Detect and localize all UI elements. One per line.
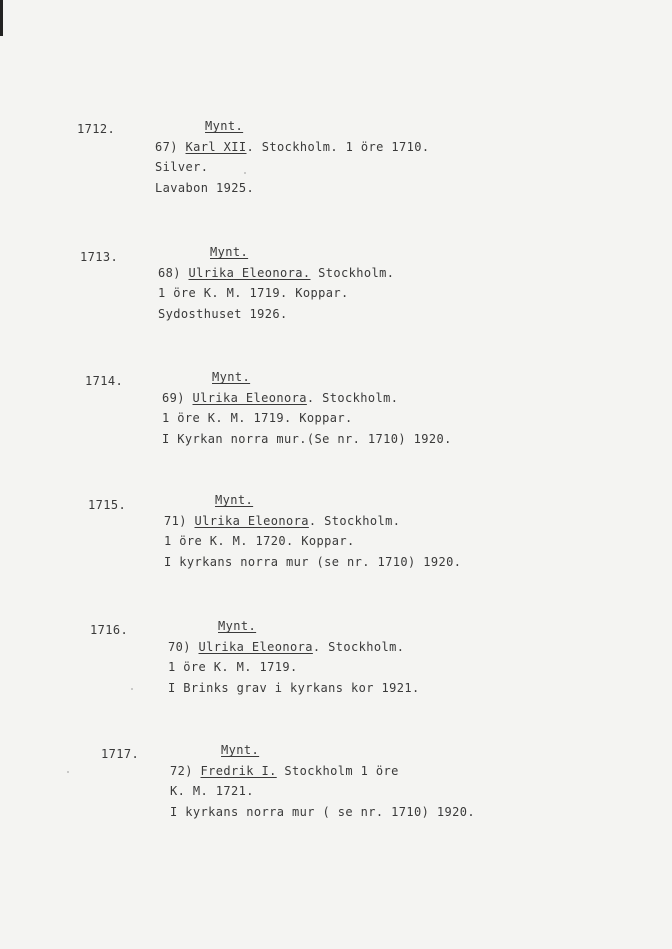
entry-line-2: 1 öre K. M. 1720. Koppar.	[164, 534, 355, 548]
entry-line-3: I kyrkans norra mur ( se nr. 1710) 1920.	[170, 804, 475, 819]
entry-line-1	[158, 263, 394, 284]
entry-line-1-rest: . Stockholm.	[306, 390, 399, 405]
entry-line-1-rest: Stockholm.	[310, 265, 395, 280]
entry-line-1	[162, 388, 452, 409]
entry-ref: 68)	[158, 265, 181, 280]
entry-heading: Mynt.	[221, 743, 260, 757]
entry-line-1-rest: . Stockholm. 1 öre 1710.	[246, 139, 430, 154]
entry-line-1-rest: . Stockholm.	[312, 639, 405, 654]
entry-line-2: 1 öre K. M. 1719. Koppar.	[162, 411, 353, 425]
entry-line-2: Silver.	[155, 160, 209, 174]
entry-line-2: K. M. 1721.	[170, 784, 254, 798]
entry-line-2: 1 öre K. M. 1719. Koppar.	[158, 286, 349, 300]
entry-line-2: 1 öre K. M. 1719.	[168, 660, 298, 674]
entry-number: 1712.	[77, 122, 116, 136]
ruler-name: Ulrika Eleonora	[194, 513, 309, 528]
entry-line-3: I kyrkans norra mur (se nr. 1710) 1920.	[164, 554, 462, 569]
entry-heading: Mynt.	[215, 493, 254, 507]
entry-line-1	[170, 761, 475, 782]
entry-heading: Mynt.	[218, 619, 257, 633]
ruler-name: Ulrika Eleonora	[192, 390, 307, 405]
entry-line-3: Sydosthuset 1926.	[158, 306, 288, 321]
entry-ref: 72)	[170, 763, 193, 778]
entry-ref: 69)	[162, 390, 185, 405]
entry-line-1	[155, 137, 430, 158]
entry-line-1-rest: . Stockholm.	[308, 513, 401, 528]
entry-number: 1715.	[88, 498, 127, 512]
entry-line-3: Lavabon 1925.	[155, 180, 255, 195]
ruler-name: Karl XII	[185, 139, 247, 154]
ruler-name: Ulrika Eleonora.	[188, 265, 311, 280]
scan-speck	[67, 771, 69, 773]
entry-line-3: I Brinks grav i kyrkans kor 1921.	[168, 680, 420, 695]
entry-heading: Mynt.	[210, 245, 249, 259]
entry-ref: 67)	[155, 139, 178, 154]
entry-number: 1714.	[85, 374, 124, 388]
entry-line-1	[168, 637, 420, 658]
entry-number: 1717.	[101, 747, 140, 761]
entry-number: 1713.	[80, 250, 119, 264]
entry-number: 1716.	[90, 623, 129, 637]
scan-edge-mark	[0, 0, 3, 36]
entry-line-1-rest: Stockholm 1 öre	[276, 763, 399, 778]
entry-line-1	[164, 511, 461, 532]
entry-ref: 71)	[164, 513, 187, 528]
entry-heading: Mynt.	[205, 119, 244, 133]
ruler-name: Ulrika Eleonora	[198, 639, 313, 654]
ruler-name: Fredrik I.	[200, 763, 277, 778]
entry-ref: 70)	[168, 639, 191, 654]
scan-speck	[244, 172, 246, 174]
entry-heading: Mynt.	[212, 370, 251, 384]
entry-line-3: I Kyrkan norra mur.(Se nr. 1710) 1920.	[162, 431, 452, 446]
scan-speck	[131, 688, 133, 690]
